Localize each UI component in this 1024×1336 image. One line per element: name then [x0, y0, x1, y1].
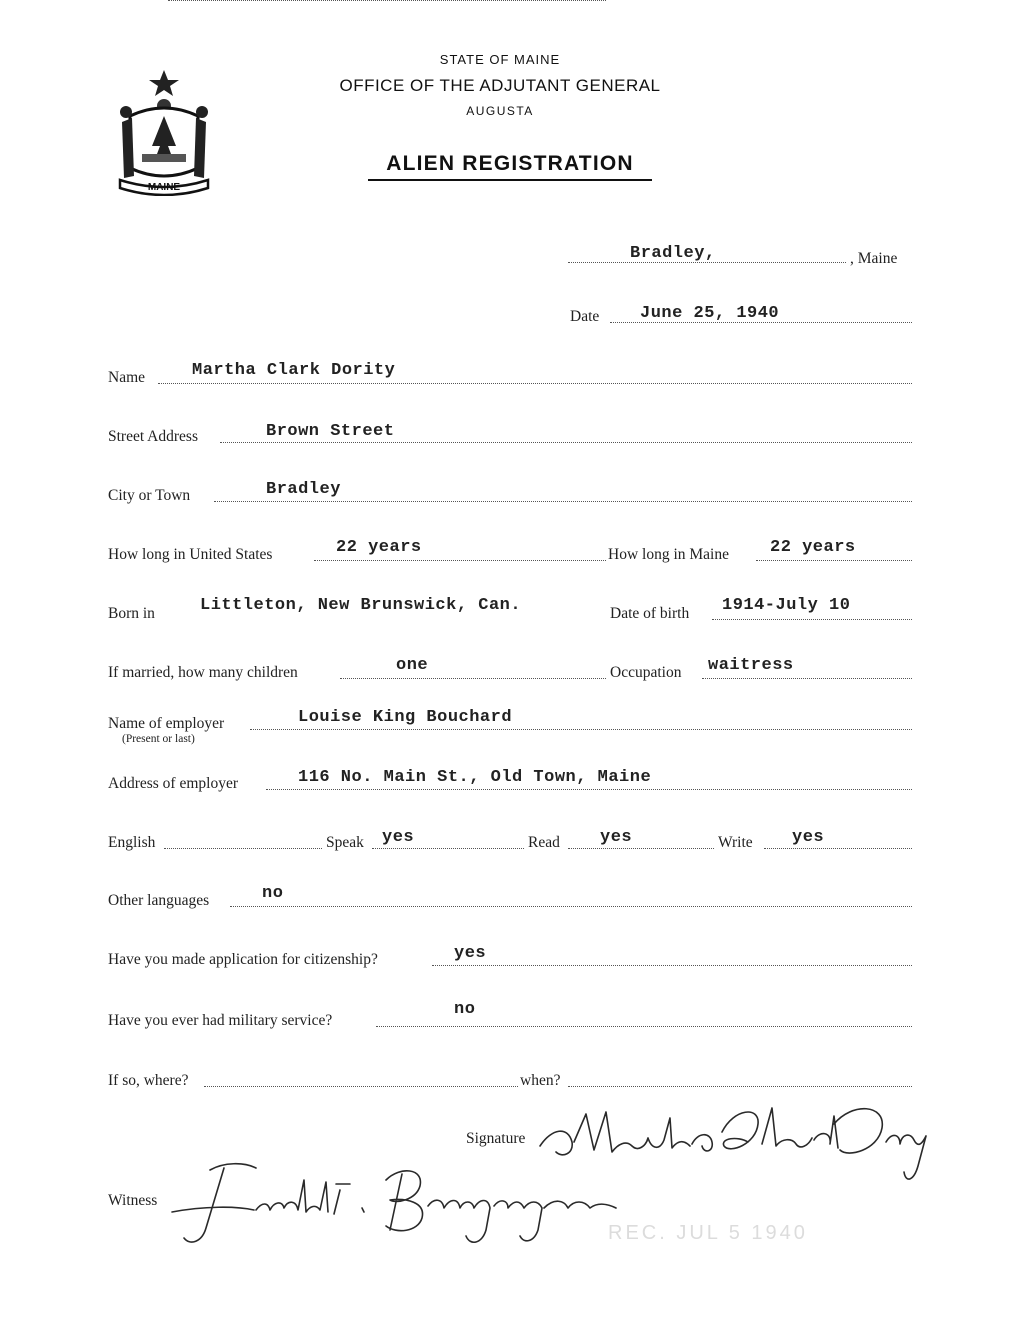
city-line [214, 501, 912, 502]
write-value[interactable]: yes [792, 828, 825, 847]
years-maine-label: How long in Maine [608, 546, 729, 563]
employer-label: Name of employer [108, 715, 225, 732]
citizenship-line [432, 965, 912, 966]
occupation-value[interactable]: waitress [708, 656, 794, 675]
children-label: If married, how many children [108, 664, 298, 681]
write-label: Write [718, 834, 753, 851]
military-value[interactable]: no [454, 1000, 476, 1019]
received-stamp: REC. JUL 5 1940 [608, 1222, 808, 1244]
dob-line [712, 619, 912, 620]
maine-suffix: , Maine [850, 250, 898, 267]
street-value[interactable]: Brown Street [266, 422, 395, 441]
employer-sublabel: (Present or last) [122, 733, 195, 745]
witness-label: Witness [108, 1192, 158, 1209]
born-in-label: Born in [108, 605, 155, 622]
when-label: when? [520, 1072, 561, 1089]
occupation-line [702, 678, 912, 679]
born-in-line [168, 0, 606, 1]
write-line [764, 848, 912, 849]
office-heading: OFFICE OF THE ADJUTANT GENERAL [339, 76, 661, 95]
signature-label: Signature [466, 1130, 526, 1147]
witness-handwriting [164, 1150, 624, 1260]
read-label: Read [528, 834, 560, 851]
state-heading: STATE OF MAINE [439, 52, 561, 67]
date-label: Date [570, 308, 600, 325]
name-value[interactable]: Martha Clark Dority [192, 361, 396, 380]
employer-value[interactable]: Louise King Bouchard [298, 708, 513, 727]
dob-value[interactable]: 1914-July 10 [722, 596, 851, 615]
read-value[interactable]: yes [600, 828, 633, 847]
english-line [164, 848, 322, 849]
city-label: City or Town [108, 487, 191, 504]
speak-value[interactable]: yes [382, 828, 415, 847]
where-label: If so, where? [108, 1072, 189, 1089]
speak-line [372, 848, 524, 849]
years-us-line [314, 560, 606, 561]
years-us-label: How long in United States [108, 546, 273, 563]
born-in-value[interactable]: Littleton, New Brunswick, Can. [200, 596, 522, 615]
employer-address-value[interactable]: 116 No. Main St., Old Town, Maine [298, 768, 652, 787]
form-title: ALIEN REGISTRATION [368, 152, 652, 181]
years-us-value[interactable]: 22 years [336, 538, 422, 557]
city-value[interactable]: Bradley [266, 480, 341, 499]
military-label: Have you ever had military service? [108, 1012, 333, 1029]
other-languages-line [230, 906, 912, 907]
other-languages-value[interactable]: no [262, 884, 284, 903]
military-line [376, 1026, 912, 1027]
children-line [340, 678, 606, 679]
street-line [220, 442, 912, 443]
occupation-label: Occupation [610, 664, 682, 681]
seal-text: MAINE [147, 182, 181, 193]
other-languages-label: Other languages [108, 892, 210, 909]
name-label: Name [108, 369, 146, 386]
employer-address-line [266, 789, 912, 790]
employer-address-label: Address of employer [108, 775, 238, 792]
city-heading: AUGUSTA [466, 104, 534, 118]
dob-label: Date of birth [610, 605, 690, 622]
location-value[interactable]: Bradley, [630, 244, 716, 263]
where-line [204, 1086, 518, 1087]
when-line [568, 1086, 912, 1087]
date-value[interactable]: June 25, 1940 [640, 304, 780, 323]
name-line [158, 383, 912, 384]
english-label: English [108, 834, 156, 851]
speak-label: Speak [326, 834, 364, 851]
years-maine-line [756, 560, 912, 561]
employer-line [250, 729, 912, 730]
years-maine-value[interactable]: 22 years [770, 538, 856, 557]
read-line [568, 848, 714, 849]
citizenship-label: Have you made application for citizenship? [108, 951, 378, 968]
citizenship-value[interactable]: yes [454, 944, 487, 963]
children-value[interactable]: one [396, 656, 429, 675]
street-label: Street Address [108, 428, 198, 445]
